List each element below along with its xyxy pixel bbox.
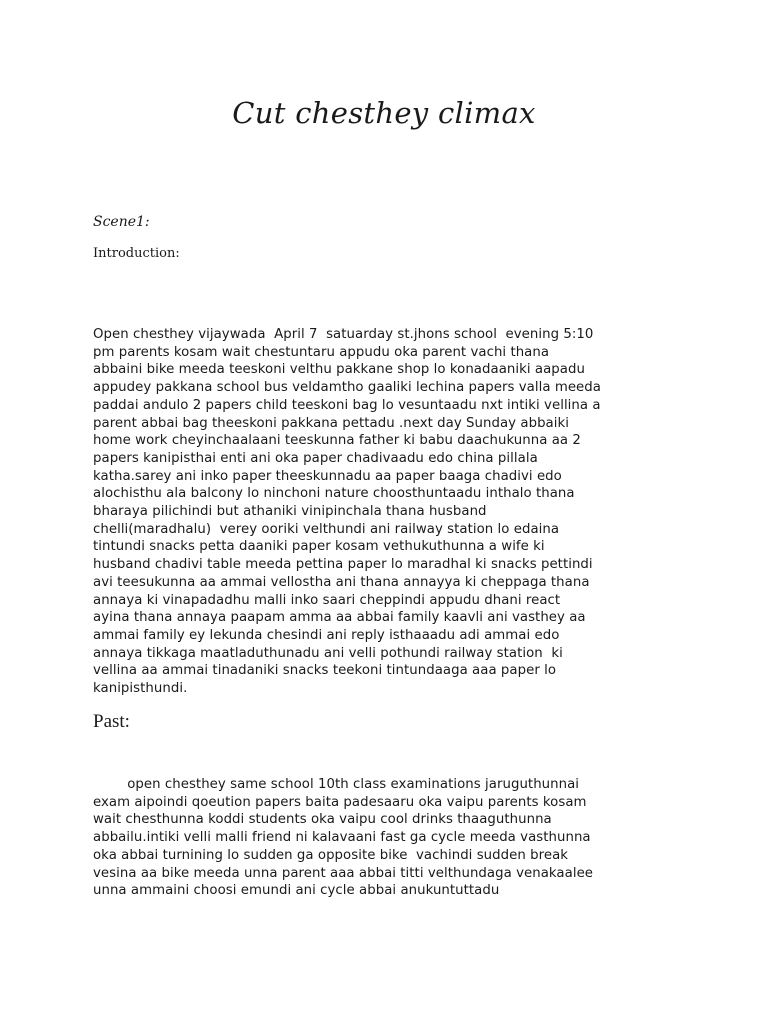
- scene-label: Scene1:: [93, 214, 150, 230]
- past-heading: Past:: [93, 711, 130, 732]
- past-paragraph: open chesthey same school 10th class examinations jaruguthunnai exam aipoindi qoeution papers baita padesaaru oka vaipu parents kosam wait chesthunna koddi students oka vaipu cool drinks thaaguthunna abbailu.intiki velli malli friend ni kalavaani fast ga cycle meeda vasthunna oka abbai turnining lo sudden ga opposite bike vachindi sudden break vesina aa bike meeda unna parent aaa abbai titti velthundaga venakaalee unna ammaini choosi emundi ani cycle abbai anukuntuttadu: [93, 777, 594, 899]
- intro-paragraph: Open chesthey vijaywada April 7 satuarday st.jhons school evening 5:10 pm parents kosam wait chestuntaru appudu oka parent vachi thana abbaini bike meeda teeskoni velthu pakkane shop lo konadaaniki aapadu appudey pakkana school bus veldamtho gaaliki lechina papers valla meeda paddai andulo 2 papers child teeskoni bag lo vesuntaadu nxt intiki vellina a parent abbai bag theeskoni pakkana pettadu .next day Sunday abbaiki home work cheyinchaalaani teeskunna father ki babu daachukunna aa 2 papers kanipisthai enti ani oka paper chadivaadu edo china pillala katha.sarey ani inko paper theeskunnadu aa paper baaga chadivi edo alochisthu ala balcony lo ninchoni nature choosthuntaadu inthalo thana bharaya pilichindi but athaniki vinipinchala thana husband chelli(maradhalu) verey ooriki velthundi ani railway station lo edaina tintundi snacks petta daaniki paper kosam vethukuthunna a wife ki husband chadivi table meeda pettina paper lo maradhal ki snacks pettindi avi teesukunna aa ammai vellostha ani thana annayya ki cheppaga thana annaya ki vinapadadhu malli inko saari cheppindi appudu dhani react ayina thana annaya paapam amma aa abbai family kaavli ani vasthey aa ammai family ey lekunda chesindi ani reply isthaaadu adi ammai edo annaya tikkaga maatladuthunadu ani velli pothundi railway station ki vellina aa ammai tinadaniki snacks teekoni tintundaaga aaa paper lo kanipisthundi.: [93, 327, 601, 697]
- document-title: Cut chesthey climax: [232, 96, 536, 130]
- introduction-label: Introduction:: [93, 246, 180, 261]
